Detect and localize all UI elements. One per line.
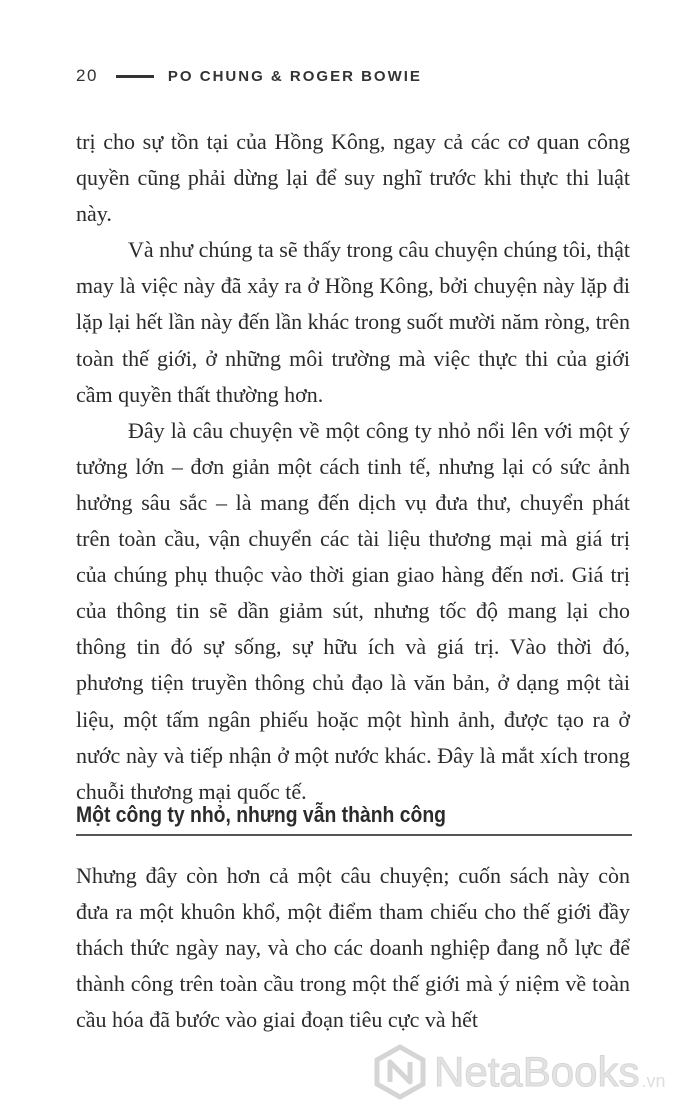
- section-paragraph: Nhưng đây còn hơn cả một câu chuyện; cuốn sách này còn đưa ra một khuôn khổ, một điểm tham chiếu cho thế giới đầy thách thức ngày nay, và cho các doanh nghiệp đang nỗ lực để thành công trên toàn cầu trong một thế giới mà ý niệm về toàn cầu hóa đã bước vào giai đoạn tiêu cực và hết: [76, 863, 630, 1033]
- running-header: [76, 66, 422, 86]
- paragraph-1: trị cho sự tồn tại của Hồng Kông, ngay cả các cơ quan công quyền cũng phải dừng lại để suy nghĩ trước khi thực thi luật này.: [76, 129, 630, 227]
- paragraph-2: Và như chúng ta sẽ thấy trong câu chuyện chúng tôi, thật may là việc này đã xảy ra ở Hồng Kông, bởi chuyện này lặp đi lặp lại hết lần này đến lần khác trong suốt mười năm ròng, trên toàn thế giới, ở những môi trường mà việc thực thi của giới cầm quyền thất thường hơn.: [76, 237, 630, 407]
- watermark-suffix: .vn: [641, 1071, 666, 1091]
- page-number: 20: [76, 66, 98, 85]
- header-rule: [116, 75, 154, 78]
- section-heading: [76, 800, 632, 836]
- paragraph-3: Đây là câu chuyện về một công ty nhỏ nổi lên với một ý tưởng lớn – đơn giản một cách tinh tế, nhưng lại có sức ảnh hưởng sâu sắc – là mang đến dịch vụ đưa thư, chuyển phát trên toàn cầu, vận chuyển các tài liệu thương mại mà giá trị của chúng phụ thuộc vào thời gian giao hàng đến nơi. Giá trị của thông tin sẽ dần giảm sút, nhưng tốc độ mang lại cho thông tin đó sự sống, sự hữu ích và giá trị. Vào thời đó, phương tiện truyền thông chủ đạo là văn bản, ở dạng một tài liệu, một tấm ngân phiếu hoặc một hình ảnh, được tạo ra ở nước này và tiếp nhận ở một nước khác. Đây là mắt xích trong chuỗi thương mại quốc tế.: [76, 417, 630, 804]
- author-names: PO CHUNG & ROGER BOWIE: [167, 67, 422, 85]
- netabooks-logo-icon: [372, 1044, 428, 1100]
- watermark-brand: NetaBooks: [434, 1048, 640, 1095]
- section-body-text: [76, 858, 630, 1038]
- section-title: Một công ty nhỏ, nhưng vẫn thành công: [76, 802, 446, 827]
- section-rule: [76, 834, 632, 836]
- watermark: [372, 1044, 665, 1100]
- body-text: [76, 124, 630, 810]
